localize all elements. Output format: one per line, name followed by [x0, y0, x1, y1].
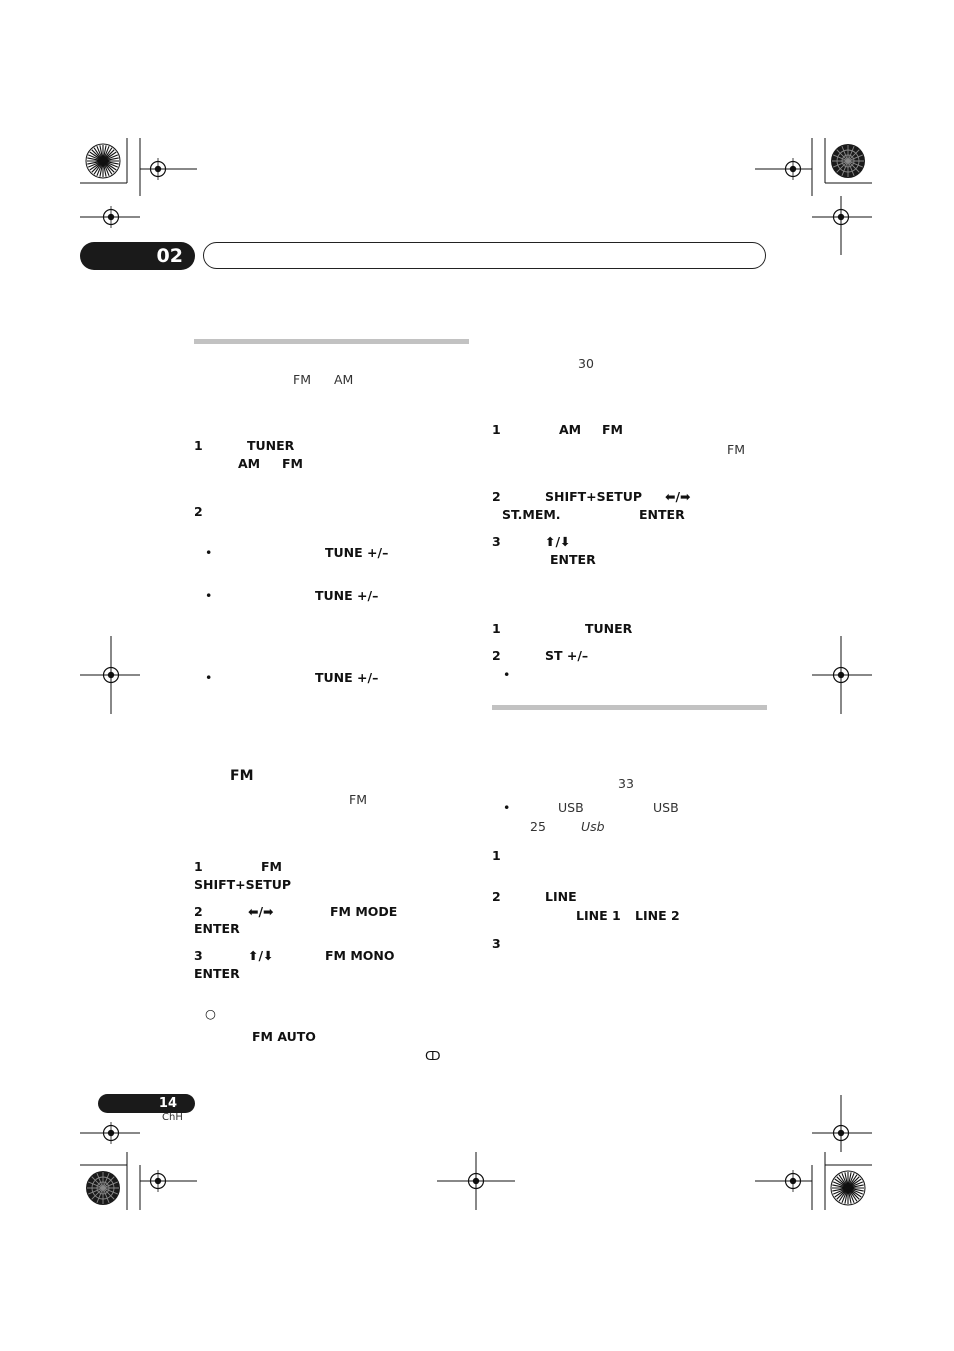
recall-step-2-number: 2 — [492, 648, 501, 663]
left-right-arrow-icon: ⬅/➡ — [665, 489, 691, 504]
tune-key-label: TUNE +/– — [325, 545, 389, 560]
preset-count: 30 — [578, 356, 594, 371]
recall-step-1-number: 1 — [492, 621, 501, 636]
chapter-title-bar — [203, 242, 766, 269]
fm-reference: FM — [349, 792, 367, 807]
fm-step-1-number: 1 — [194, 859, 203, 874]
fm-key-label: FM — [261, 859, 282, 874]
fm-mode-heading: FM — [230, 768, 254, 784]
page-reference: 33 — [618, 776, 634, 791]
other-step-1-number: 1 — [492, 848, 501, 863]
bullet: • — [503, 667, 511, 682]
preset-step-1-number: 1 — [492, 422, 501, 437]
page-reference: 25 — [530, 819, 546, 834]
shift-setup-key-label: SHIFT+SETUP — [194, 877, 292, 892]
usb-label: USB — [558, 800, 584, 815]
bullet: • — [205, 588, 213, 603]
preset-step-3-number: 3 — [492, 534, 501, 549]
line-key-label: LINE — [545, 889, 577, 904]
fm-auto-key-label: FM AUTO — [252, 1029, 316, 1044]
fm-reference: FM — [727, 442, 745, 457]
tuner-key-label: TUNER — [247, 438, 295, 453]
section-rule-other — [492, 705, 767, 710]
enter-key-label: ENTER — [194, 921, 240, 936]
fm-mono-key-label: FM MONO — [325, 948, 395, 963]
line-2-label: LINE 2 — [635, 908, 680, 923]
tune-key-label: TUNE +/– — [315, 588, 379, 603]
stereo-indicator-icon: ↀ — [425, 1048, 441, 1063]
fm-key-label: FM — [282, 456, 303, 471]
st-key-label: ST +/– — [545, 648, 589, 663]
bullet: • — [205, 545, 213, 560]
other-step-3-number: 3 — [492, 936, 501, 951]
bullet: • — [503, 800, 511, 815]
intro-am: AM — [334, 372, 354, 387]
st-mem-key-label: ST.MEM. — [502, 507, 561, 522]
shift-setup-key-label: SHIFT+SETUP — [545, 489, 643, 504]
am-key-label: AM — [238, 456, 261, 471]
fm-mode-key-label: FM MODE — [330, 904, 398, 919]
chapter-number: 02 — [156, 245, 183, 267]
tuning-step-1-number: 1 — [194, 438, 203, 453]
line-1-label: LINE 1 — [576, 908, 621, 923]
am-key-label: AM — [559, 422, 582, 437]
page-number-badge — [98, 1094, 195, 1113]
enter-key-label: ENTER — [550, 552, 596, 567]
bullet: • — [205, 670, 213, 685]
section-rule-tuning — [194, 339, 469, 344]
up-down-arrow-icon: ⬆/⬇ — [248, 948, 274, 963]
tune-key-label: TUNE +/– — [315, 670, 379, 685]
page-number: 14 — [158, 1096, 177, 1111]
usb-display-label: Usb — [581, 819, 605, 834]
enter-key-label: ENTER — [639, 507, 685, 522]
up-down-arrow-icon: ⬆/⬇ — [545, 534, 571, 549]
other-step-2-number: 2 — [492, 889, 501, 904]
usb-label: USB — [653, 800, 679, 815]
chapter-number-badge — [80, 242, 195, 270]
mono-indicator-icon: ○ — [205, 1006, 216, 1021]
fm-key-label: FM — [602, 422, 623, 437]
language-code: ChH — [162, 1112, 183, 1123]
tuner-key-label: TUNER — [585, 621, 633, 636]
preset-step-2-number: 2 — [492, 489, 501, 504]
left-right-arrow-icon: ⬅/➡ — [248, 904, 274, 919]
enter-key-label: ENTER — [194, 966, 240, 981]
intro-fm: FM — [293, 372, 311, 387]
fm-step-3-number: 3 — [194, 948, 203, 963]
tuning-step-2-number: 2 — [194, 504, 203, 519]
fm-step-2-number: 2 — [194, 904, 203, 919]
